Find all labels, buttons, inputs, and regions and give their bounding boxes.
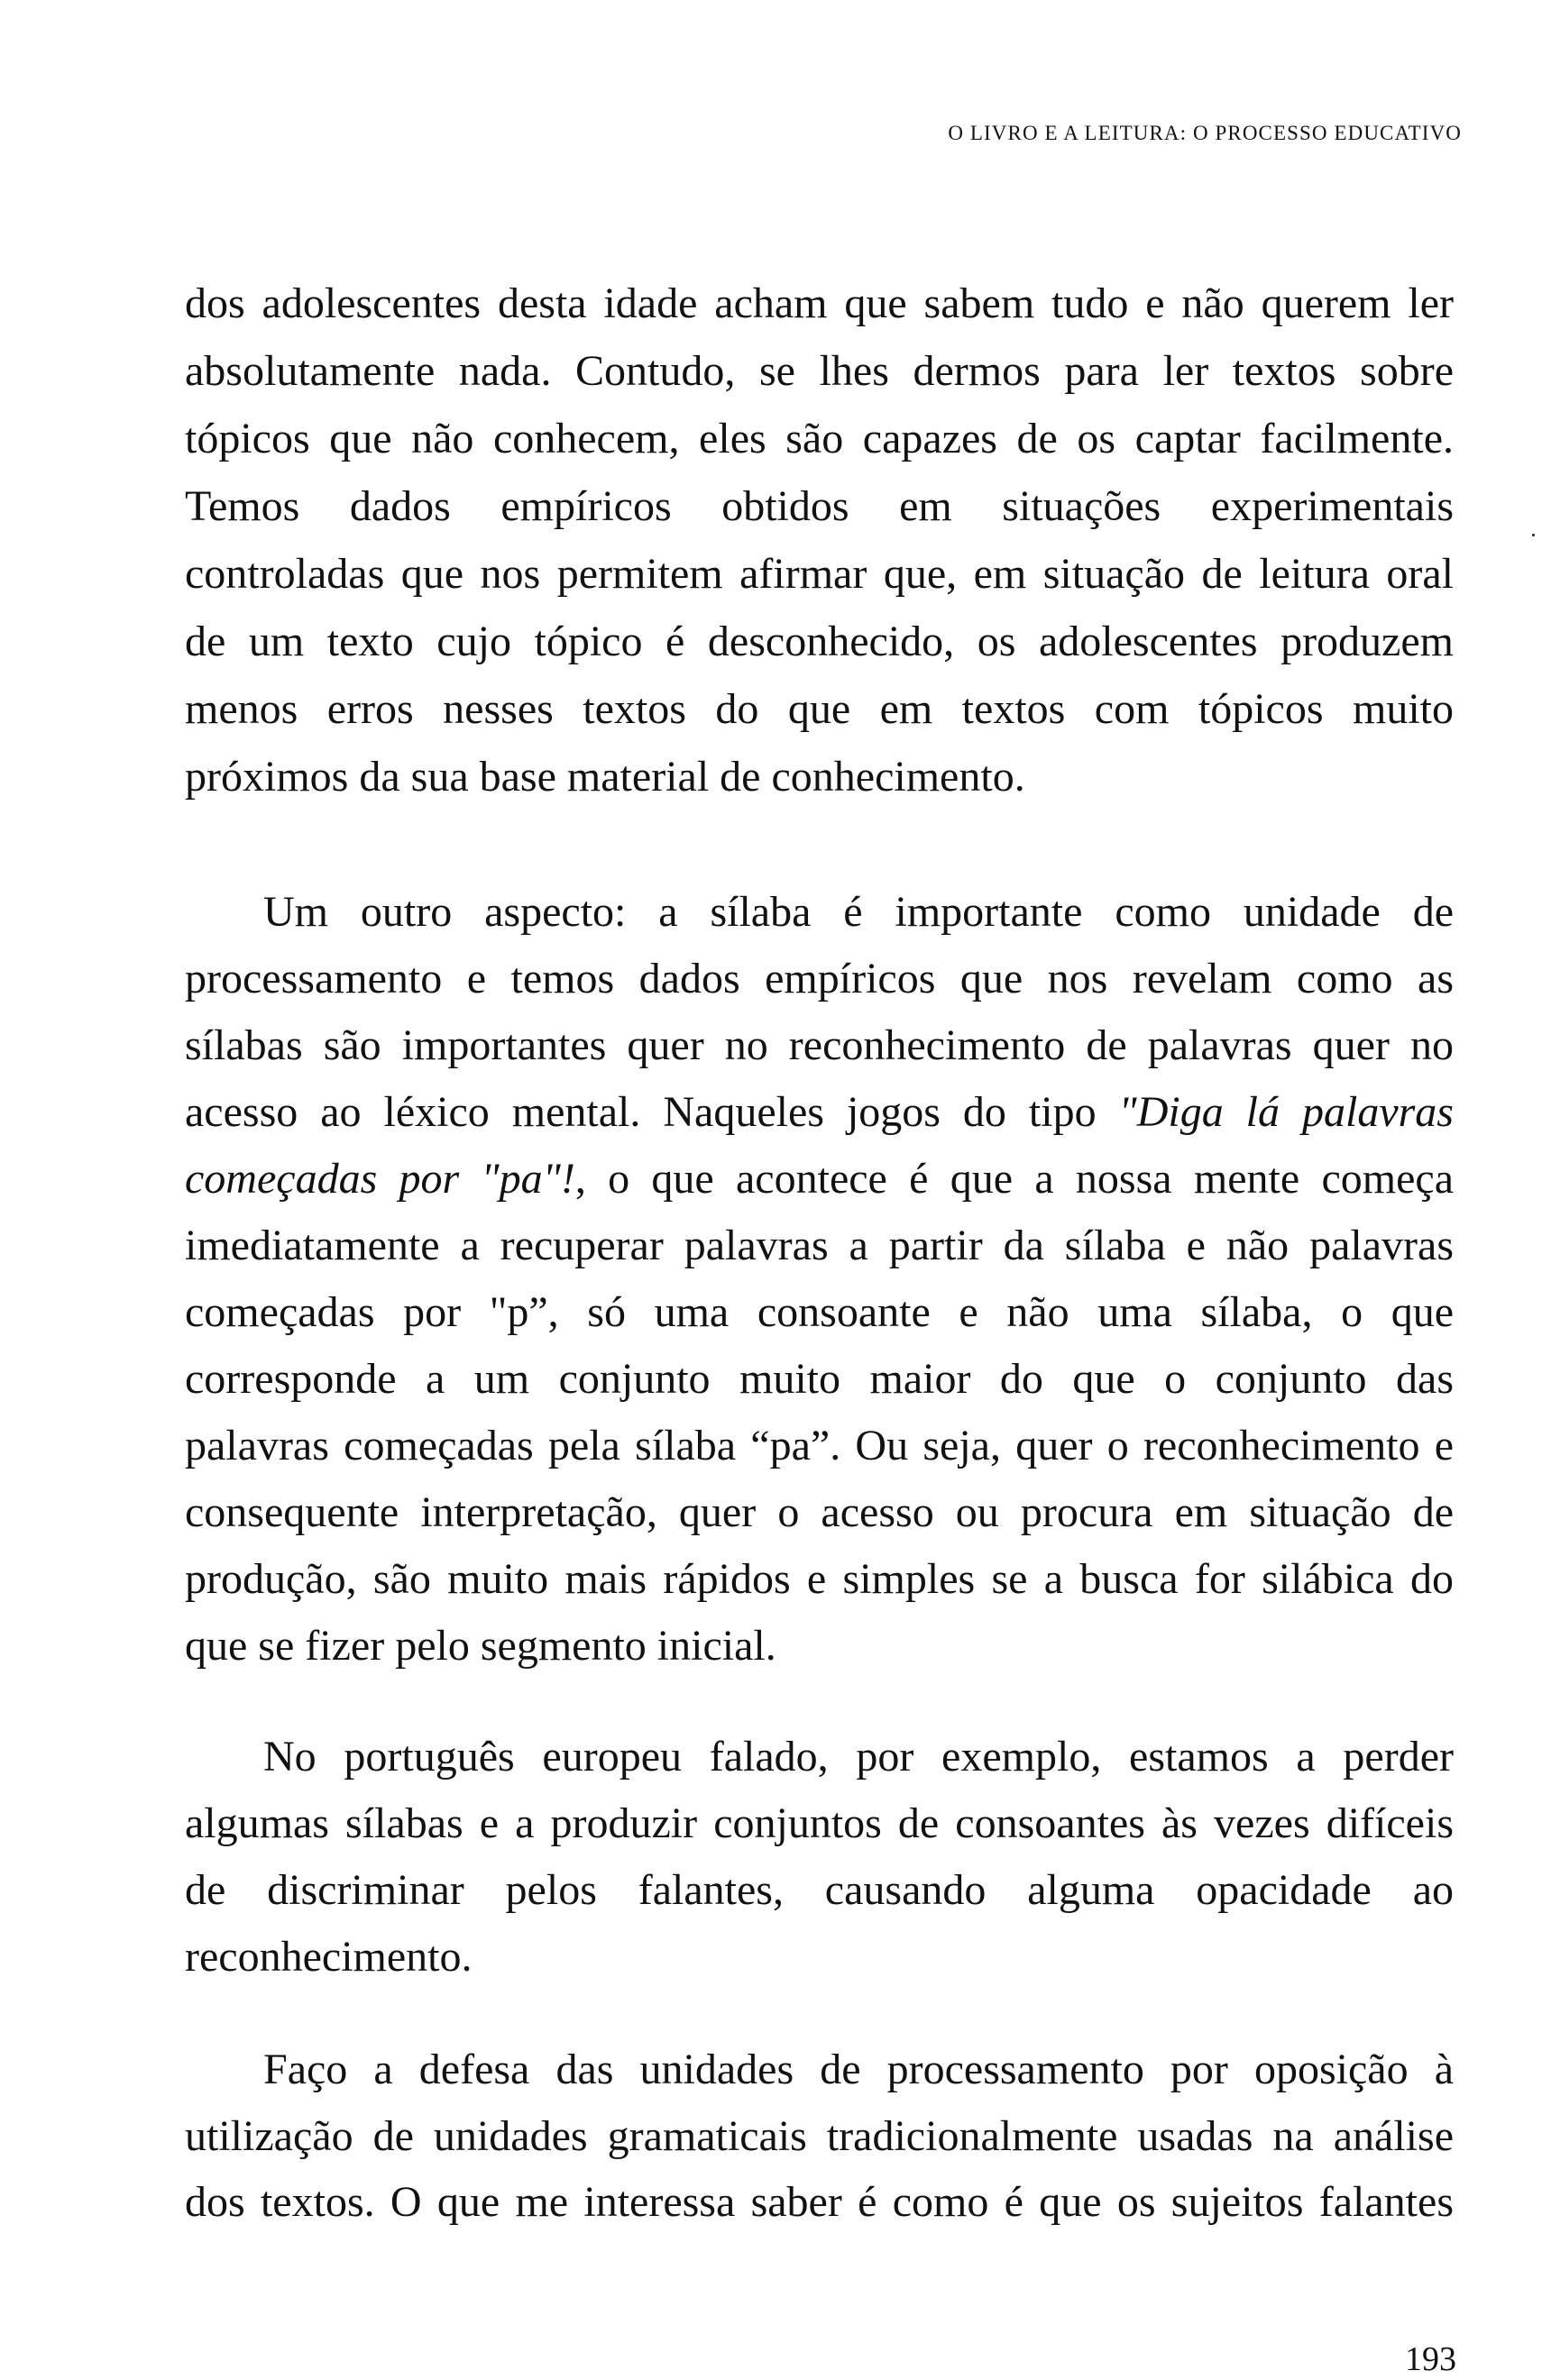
- text-line: que se fizer pelo segmento inicial.: [185, 1622, 776, 1670]
- text-line: dos textos. O que me interessa saber é como é que os sujeitos falantes: [185, 2178, 1454, 2226]
- page-number: 193: [1405, 2340, 1456, 2378]
- text-line: produção, são muito mais rápidos e simples se a busca for silábica do: [185, 1555, 1454, 1603]
- text-line: controladas que nos permitem afirmar que, em situação de leitura oral: [185, 550, 1454, 598]
- text-line: corresponde a um conjunto muito maior do que o conjunto das: [185, 1355, 1454, 1403]
- text-line: Temos dados empíricos obtidos em situações experimentais: [185, 482, 1454, 530]
- text-run: acesso ao léxico mental. Naqueles jogos do tipo: [185, 1088, 1119, 1136]
- text-line: utilização de unidades gramaticais tradicionalmente usadas na análise: [185, 2111, 1454, 2160]
- text-line: dos adolescentes desta idade acham que sabem tudo e não querem ler: [185, 279, 1454, 327]
- paragraph-4: [185, 2037, 1454, 2236]
- text-line: Um outro aspecto: a sílaba é importante como unidade de: [263, 888, 1454, 936]
- text-line: processamento e temos dados empíricos que nos revelam como as: [185, 955, 1454, 1002]
- text-line: imediatamente a recuperar palavras a partir da sílaba e não palavras: [185, 1222, 1454, 1269]
- text-line: palavras começadas pela sílaba “pa”. Ou seja, quer o reconhecimento e: [185, 1422, 1454, 1469]
- text-line: [185, 1146, 1454, 1213]
- running-header: O LIVRO E A LEITURA: O PROCESSO EDUCATIVO: [948, 122, 1462, 144]
- text-line: algumas sílabas e a produzir conjuntos de consoantes às vezes difíceis: [185, 1799, 1454, 1847]
- scan-speck: [1532, 534, 1535, 536]
- paragraph-3: [185, 1724, 1454, 1991]
- paragraph-2: [185, 879, 1454, 1680]
- text-line: de discriminar pelos falantes, causando alguma opacidade ao: [185, 1866, 1454, 1914]
- text-line: reconhecimento.: [185, 1933, 473, 1981]
- italic-quote: começadas por "pa"!: [185, 1155, 575, 1203]
- text-line: Faço a defesa das unidades de processamento por oposição à: [263, 2046, 1454, 2093]
- text-line: tópicos que não conhecem, eles são capazes de os captar facilmente.: [185, 415, 1454, 462]
- paragraph-1: [185, 270, 1454, 810]
- italic-quote: "Diga lá palavras: [1118, 1088, 1454, 1136]
- text-line: consequente interpretação, quer o acesso ou procura em situação de: [185, 1488, 1454, 1536]
- text-line: No português europeu falado, por exemplo, estamos a perder: [263, 1733, 1454, 1780]
- text-line: [185, 1079, 1454, 1146]
- text-line: próximos da sua base material de conhecimento.: [185, 753, 1025, 801]
- text-line: absolutamente nada. Contudo, se lhes dermos para ler textos sobre: [185, 347, 1454, 395]
- text-line: menos erros nesses textos do que em textos com tópicos muito: [185, 685, 1454, 733]
- text-line: sílabas são importantes quer no reconhecimento de palavras quer no: [185, 1021, 1454, 1069]
- text-line: de um texto cujo tópico é desconhecido, os adolescentes produzem: [185, 618, 1454, 665]
- text-run: , o que acontece é que a nossa mente começa: [574, 1155, 1455, 1203]
- text-line: começadas por "p”, só uma consoante e não uma sílaba, o que: [185, 1288, 1454, 1336]
